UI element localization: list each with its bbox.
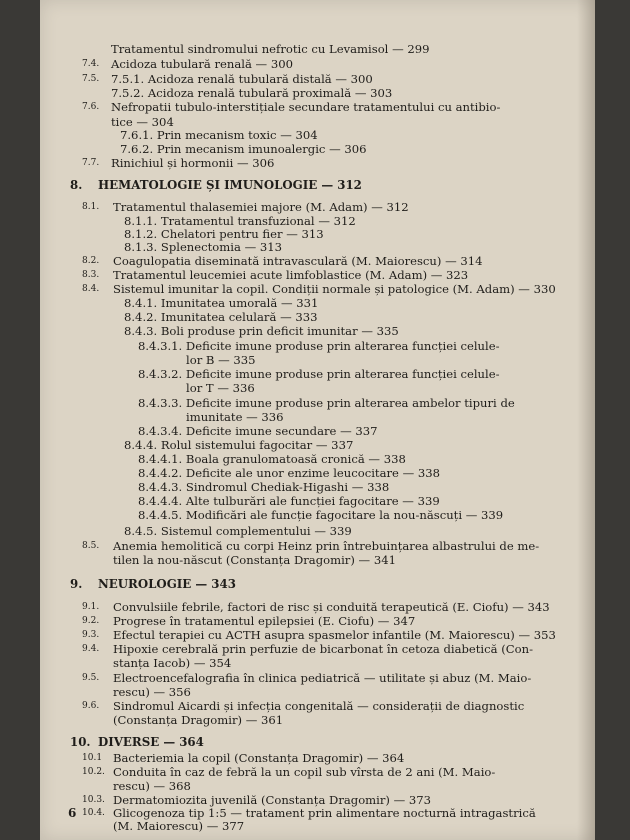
toc-entry-text: Conduita în caz de febră la un copil sub vîrsta de 2 ani (M. Maio- — [113, 765, 496, 779]
toc-entry-number: 8.5. — [82, 541, 100, 551]
toc-entry-text: rescu) — 356 — [113, 685, 191, 699]
toc-entry-text: 7.5.1. Acidoza renală tubulară distală — 300 — [111, 72, 373, 86]
toc-entry-text: (Constanța Dragomir) — 361 — [113, 713, 284, 727]
toc-entry-number: 7.5. — [82, 74, 100, 84]
toc-entry-text: 8.4.4.1. Boala granulomatoasă cronică — 338 — [138, 452, 406, 466]
toc-entry-number: 10. — [70, 735, 91, 749]
toc-entry-number: 10.1 — [82, 753, 103, 763]
toc-entry-text: Sistemul imunitar la copil. Condiții normale și patologice (M. Adam) — 330 — [113, 282, 556, 296]
toc-entry-text: 8.4.1. Imunitatea umorală — 331 — [124, 296, 319, 310]
toc-entry-text: 7.6.2. Prin mecanism imunoalergic — 306 — [120, 142, 367, 156]
toc-entry-text: lor B — 335 — [186, 353, 256, 367]
toc-entry-text: 8.4.4. Rolul sistemului fagocitar — 337 — [124, 438, 354, 452]
toc-entry-text: (M. Maiorescu) — 377 — [113, 819, 245, 833]
toc-entry-text: 8.4.4.4. Alte tulburări ale funcției fagocitare — 339 — [138, 494, 440, 508]
toc-entry-number: 9.3. — [82, 630, 100, 640]
toc-entry-text: Tratamentul thalasemiei majore (M. Adam) — 312 — [113, 200, 409, 214]
toc-entry-number: 9.4. — [82, 644, 100, 654]
toc-entry-text: 8.4.2. Imunitatea celulară — 333 — [124, 310, 318, 324]
toc-entry-number: 8. — [70, 178, 83, 192]
toc-entry-text: 8.4.3.2. Deficite imune produse prin alterarea funcției celule- — [138, 367, 500, 381]
toc-entry-text: Acidoza tubulară renală — 300 — [111, 57, 293, 71]
toc-entry-text: 8.4.3.4. Deficite imune secundare — 337 — [138, 424, 378, 438]
toc-entry-text: DIVERSE — 364 — [98, 735, 204, 749]
toc-entry-number: 9. — [70, 577, 83, 591]
toc-entry-text: lor T — 336 — [186, 381, 255, 395]
toc-entry-text: 8.1.1. Tratamentul transfuzional — 312 — [124, 214, 356, 228]
toc-entry-text: Rinichiul și hormonii — 306 — [111, 156, 275, 170]
toc-entry-number: 10.2. — [82, 767, 105, 777]
toc-entry-number: 8.4. — [82, 284, 100, 294]
toc-entry-number: 8.2. — [82, 256, 100, 266]
toc-entry-text: 8.4.4.2. Deficite ale unor enzime leucocitare — 338 — [138, 466, 440, 480]
toc-entry-text: Hipoxie cerebrală prin perfuzie de bicarbonat în cetoza diabetică (Con- — [113, 642, 533, 656]
toc-entry-text: NEUROLOGIE — 343 — [98, 577, 236, 591]
toc-entry-number: 9.2. — [82, 616, 100, 626]
toc-entry-text: stanța Iacob) — 354 — [113, 656, 232, 670]
toc-entry-number: 9.6. — [82, 701, 100, 711]
toc-entry-text: Dermatomiozita juvenilă (Constanța Dragomir) — 373 — [113, 793, 432, 807]
toc-entry-text: 7.6.1. Prin mecanism toxic — 304 — [120, 128, 318, 142]
toc-entry-text: Tratamentul sindromului nefrotic cu Levamisol — 299 — [111, 42, 430, 56]
toc-entry-text: HEMATOLOGIE ȘI IMUNOLOGIE — 312 — [98, 178, 362, 192]
toc-entry-text: Convulsiile febrile, factori de risc și conduită terapeutică (E. Ciofu) — 343 — [113, 600, 550, 614]
toc-entry-text: tice — 304 — [111, 115, 174, 129]
toc-entry-text: 8.1.2. Chelatori pentru fier — 313 — [124, 227, 324, 241]
toc-entry-number: 7.4. — [82, 59, 100, 69]
toc-entry-text: 8.4.4.3. Sindromul Chediak-Higashi — 338 — [138, 480, 390, 494]
toc-entry-text: 8.4.5. Sistemul complementului — 339 — [124, 524, 352, 538]
toc-entry-text: Progrese în tratamentul epilepsiei (E. Ciofu) — 347 — [113, 614, 416, 628]
page-edge-shadow — [577, 0, 595, 840]
page-number: 6 — [68, 806, 77, 820]
toc-entry-number: 8.1. — [82, 202, 100, 212]
toc-entry-number: 7.6. — [82, 102, 100, 112]
toc-entry-text: 7.5.2. Acidoza renală tubulară proximală — 303 — [111, 86, 393, 100]
toc-entry-text: 8.4.3.3. Deficite imune produse prin alterarea ambelor tipuri de — [138, 396, 515, 410]
toc-entry-text: Anemia hemolitică cu corpi Heinz prin întrebuințarea albastrului de me- — [113, 539, 540, 553]
toc-entry-text: tilen la nou-născut (Constanța Dragomir) — 341 — [113, 553, 396, 567]
toc-entry-text: Nefropatii tubulo-interstițiale secundare tratamentului cu antibio- — [111, 100, 501, 114]
toc-entry-number: 8.3. — [82, 270, 100, 280]
toc-entry-text: 8.4.4.5. Modificări ale funcție fagocitare la nou-născuți — 339 — [138, 508, 504, 522]
toc-entry-text: Coagulopatia diseminată intravasculară (M. Maiorescu) — 314 — [113, 254, 483, 268]
toc-entry-text: 8.1.3. Splenectomia — 313 — [124, 240, 282, 254]
toc-entry-text: 8.4.3. Boli produse prin deficit imunitar — 335 — [124, 324, 399, 338]
toc-entry-text: Sindromul Aicardi și infecția congenitală — considerații de diagnostic — [113, 699, 525, 713]
toc-entry-text: Glicogenoza tip 1:5 — tratament prin alimentare nocturnă intragastrică — [113, 806, 536, 820]
toc-entry-text: Tratamentul leucemiei acute limfoblastice (M. Adam) — 323 — [113, 268, 469, 282]
toc-entry-number: 10.4. — [82, 808, 105, 818]
toc-entry-text: imunitate — 336 — [186, 410, 284, 424]
toc-entry-number: 7.7. — [82, 158, 100, 168]
book-page — [40, 0, 595, 840]
toc-entry-text: Bacteriemia la copil (Constanța Dragomir) — 364 — [113, 751, 405, 765]
toc-entry-text: 8.4.3.1. Deficite imune produse prin alterarea funcției celule- — [138, 339, 500, 353]
toc-entry-number: 10.3. — [82, 795, 105, 805]
toc-entry-text: Efectul terapiei cu ACTH asupra spasmelor infantile (M. Maiorescu) — 353 — [113, 628, 556, 642]
toc-entry-text: rescu) — 368 — [113, 779, 191, 793]
toc-entry-text: Electroencefalografia în clinica pediatrică — utilitate și abuz (M. Maio- — [113, 671, 532, 685]
toc-entry-number: 9.5. — [82, 673, 100, 683]
toc-entry-number: 9.1. — [82, 602, 100, 612]
